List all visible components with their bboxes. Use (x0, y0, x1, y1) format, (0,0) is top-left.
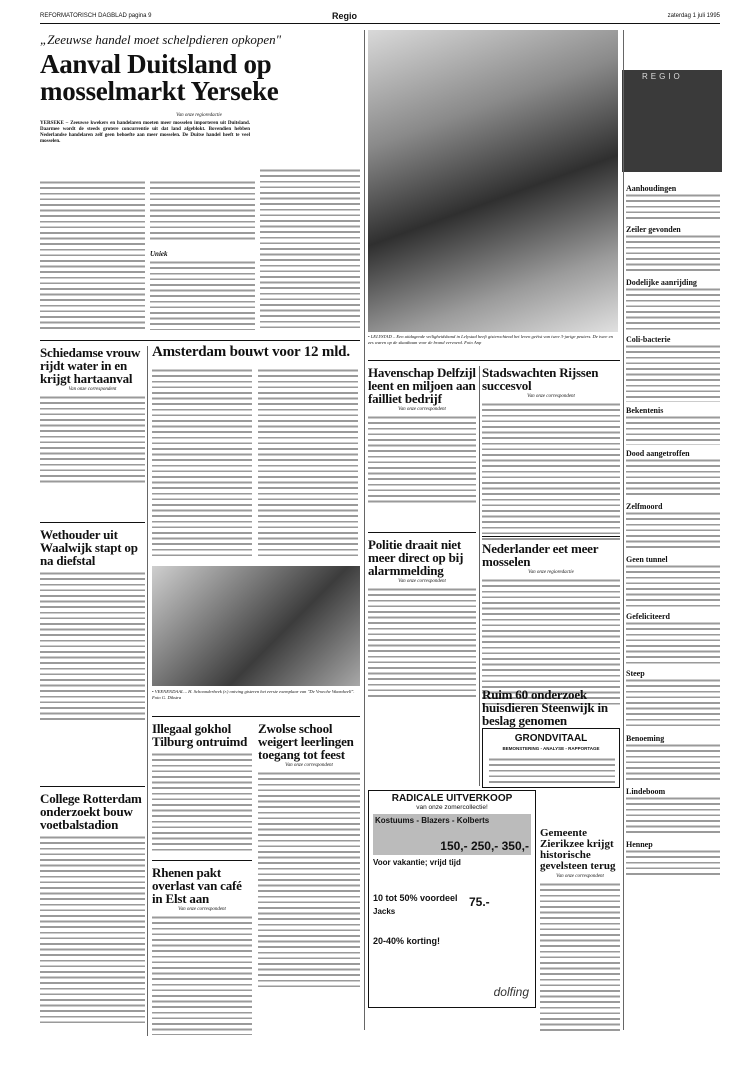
lead-body-col1 (40, 180, 145, 330)
section-title: Regio (332, 11, 358, 21)
lead-body-col2b (150, 260, 255, 330)
article-steenwijk: Ruim 60 onderzoek huisdieren Steenwijk in beslag genomen (482, 687, 608, 728)
article-waalwijk: Wethouder uit Waalwijk stapt op na diefstal (40, 528, 145, 721)
regio-item: Dodelijke aanrijding (626, 278, 720, 331)
ad-radicale-uitverkoop: RADICALE UITVERKOOP van onze zomercollectie! Kostuums - Blazers - Kolberts 150,- 250,- 350,- Voor vakantie; vrijd tijd 10 tot 50% voordeel Jacks 75.- 20-40% korting! dolfing (368, 790, 536, 1008)
regio-item: Geen tunnel (626, 555, 720, 608)
article-zierikzee: Gemeente Zierikzee krijgt historische gevelsteen terug Van onze correspondent (540, 828, 620, 1032)
article-mosselen: Nederlander eet meer mosselen Van onze regioredactie (482, 542, 620, 708)
page-header (40, 10, 720, 24)
regio-item: Aanhoudingen (626, 184, 720, 221)
article-schiedam: Schiedamse vrouw rijdt water in en krijgt hartaanval Van onze correspondent (40, 346, 145, 485)
regio-list (626, 180, 720, 875)
caption-veenendaal: • VEENENDAAL – H. Schoonderbeek (r.) ontving gisteren het eerste exemplaar van "De Vroeche Waardwell". Foto G. Dikstra (152, 689, 355, 700)
photo-lelystad (368, 30, 618, 332)
regio-item: Zelfmoord (626, 502, 720, 551)
lead-article (40, 32, 358, 145)
regio-item: Bekentenis (626, 406, 720, 445)
regio-item: Hennep (626, 840, 720, 875)
article-rhenen: Rhenen pakt overlast van café in Elst aan Van onze correspondent (152, 866, 252, 1035)
regio-item: Zeiler gevonden (626, 225, 720, 274)
article-delfzijl: Havenschap Delfzijl leent en miljoen aan failliet bedrijf Van onze correspondent (368, 366, 476, 505)
regio-banner: REGIO (622, 70, 722, 172)
regio-item: Gefeliciteerd (626, 612, 720, 665)
regio-item: Dood aangetroffen (626, 449, 720, 498)
regio-item: Lindeboom (626, 787, 720, 836)
header-date: zaterdag 1 juli 1995 (667, 13, 720, 19)
lead-body-col3 (260, 168, 360, 328)
regio-item: Coli-bacterie (626, 335, 720, 402)
article-rijssen: Stadswachten Rijssen succesvol Van onze correspondent (482, 366, 620, 542)
newspaper-page (40, 10, 720, 1050)
lead-body-col2 (150, 180, 255, 240)
lead-subhead: Uniek (150, 250, 168, 258)
regio-item: Steep (626, 669, 720, 730)
lead-byline: Van onze regioredactie (176, 113, 222, 118)
article-amsterdam: Amsterdam bouwt voor 12 mld. (152, 344, 350, 360)
lead-intro: YERSEKE – Zeeuwse kwekers en handelaren moeten meer mosselen importeren uit Duitsland. Daarmee wordt de steeds grotere concurrentie uit dat land afgeblokt. Bovendien hebben Nederlandse handelaren zelf geen behoefte aan meer mosselen. De Duitse handel heeft te veel mosselen. (40, 121, 250, 144)
article-zwolle: Zwolse school weigert leerlingen toegang tot feest Van onze correspondent (258, 722, 360, 991)
article-politie: Politie draait niet meer direct op bij alarmmelding Van onze correspondent (368, 538, 476, 697)
lead-headline: Aanval Duitsland op mosselmarkt Yerseke (40, 49, 279, 106)
header-left: REFORMATORISCH DAGBLAD pagina 9 (40, 13, 152, 19)
lead-kicker: „Zeeuwse handel moet schelpdieren opkopen" (40, 32, 282, 47)
caption-lelystad: • LELYSTAD – Een uitdagende veiligheidsband in Lelystad heeft gisterochtend het leven geëist van twee 3-jarige peuters. De twee en zes waren op de skaatbaan voor de brand vervoerd. Foto Anp (368, 334, 613, 345)
regio-item: Benoeming (626, 734, 720, 783)
photo-veenendaal (152, 566, 360, 686)
ad-grondvitaal: GRONDVITAAL BEMONSTERING - ANALYSE - RAPPORTAGE (482, 728, 620, 788)
article-rotterdam: College Rotterdam onderzoekt bouw voetbalstadion (40, 792, 145, 1025)
article-tilburg: Illegaal gokhol Tilburg ontruimd (152, 722, 252, 852)
